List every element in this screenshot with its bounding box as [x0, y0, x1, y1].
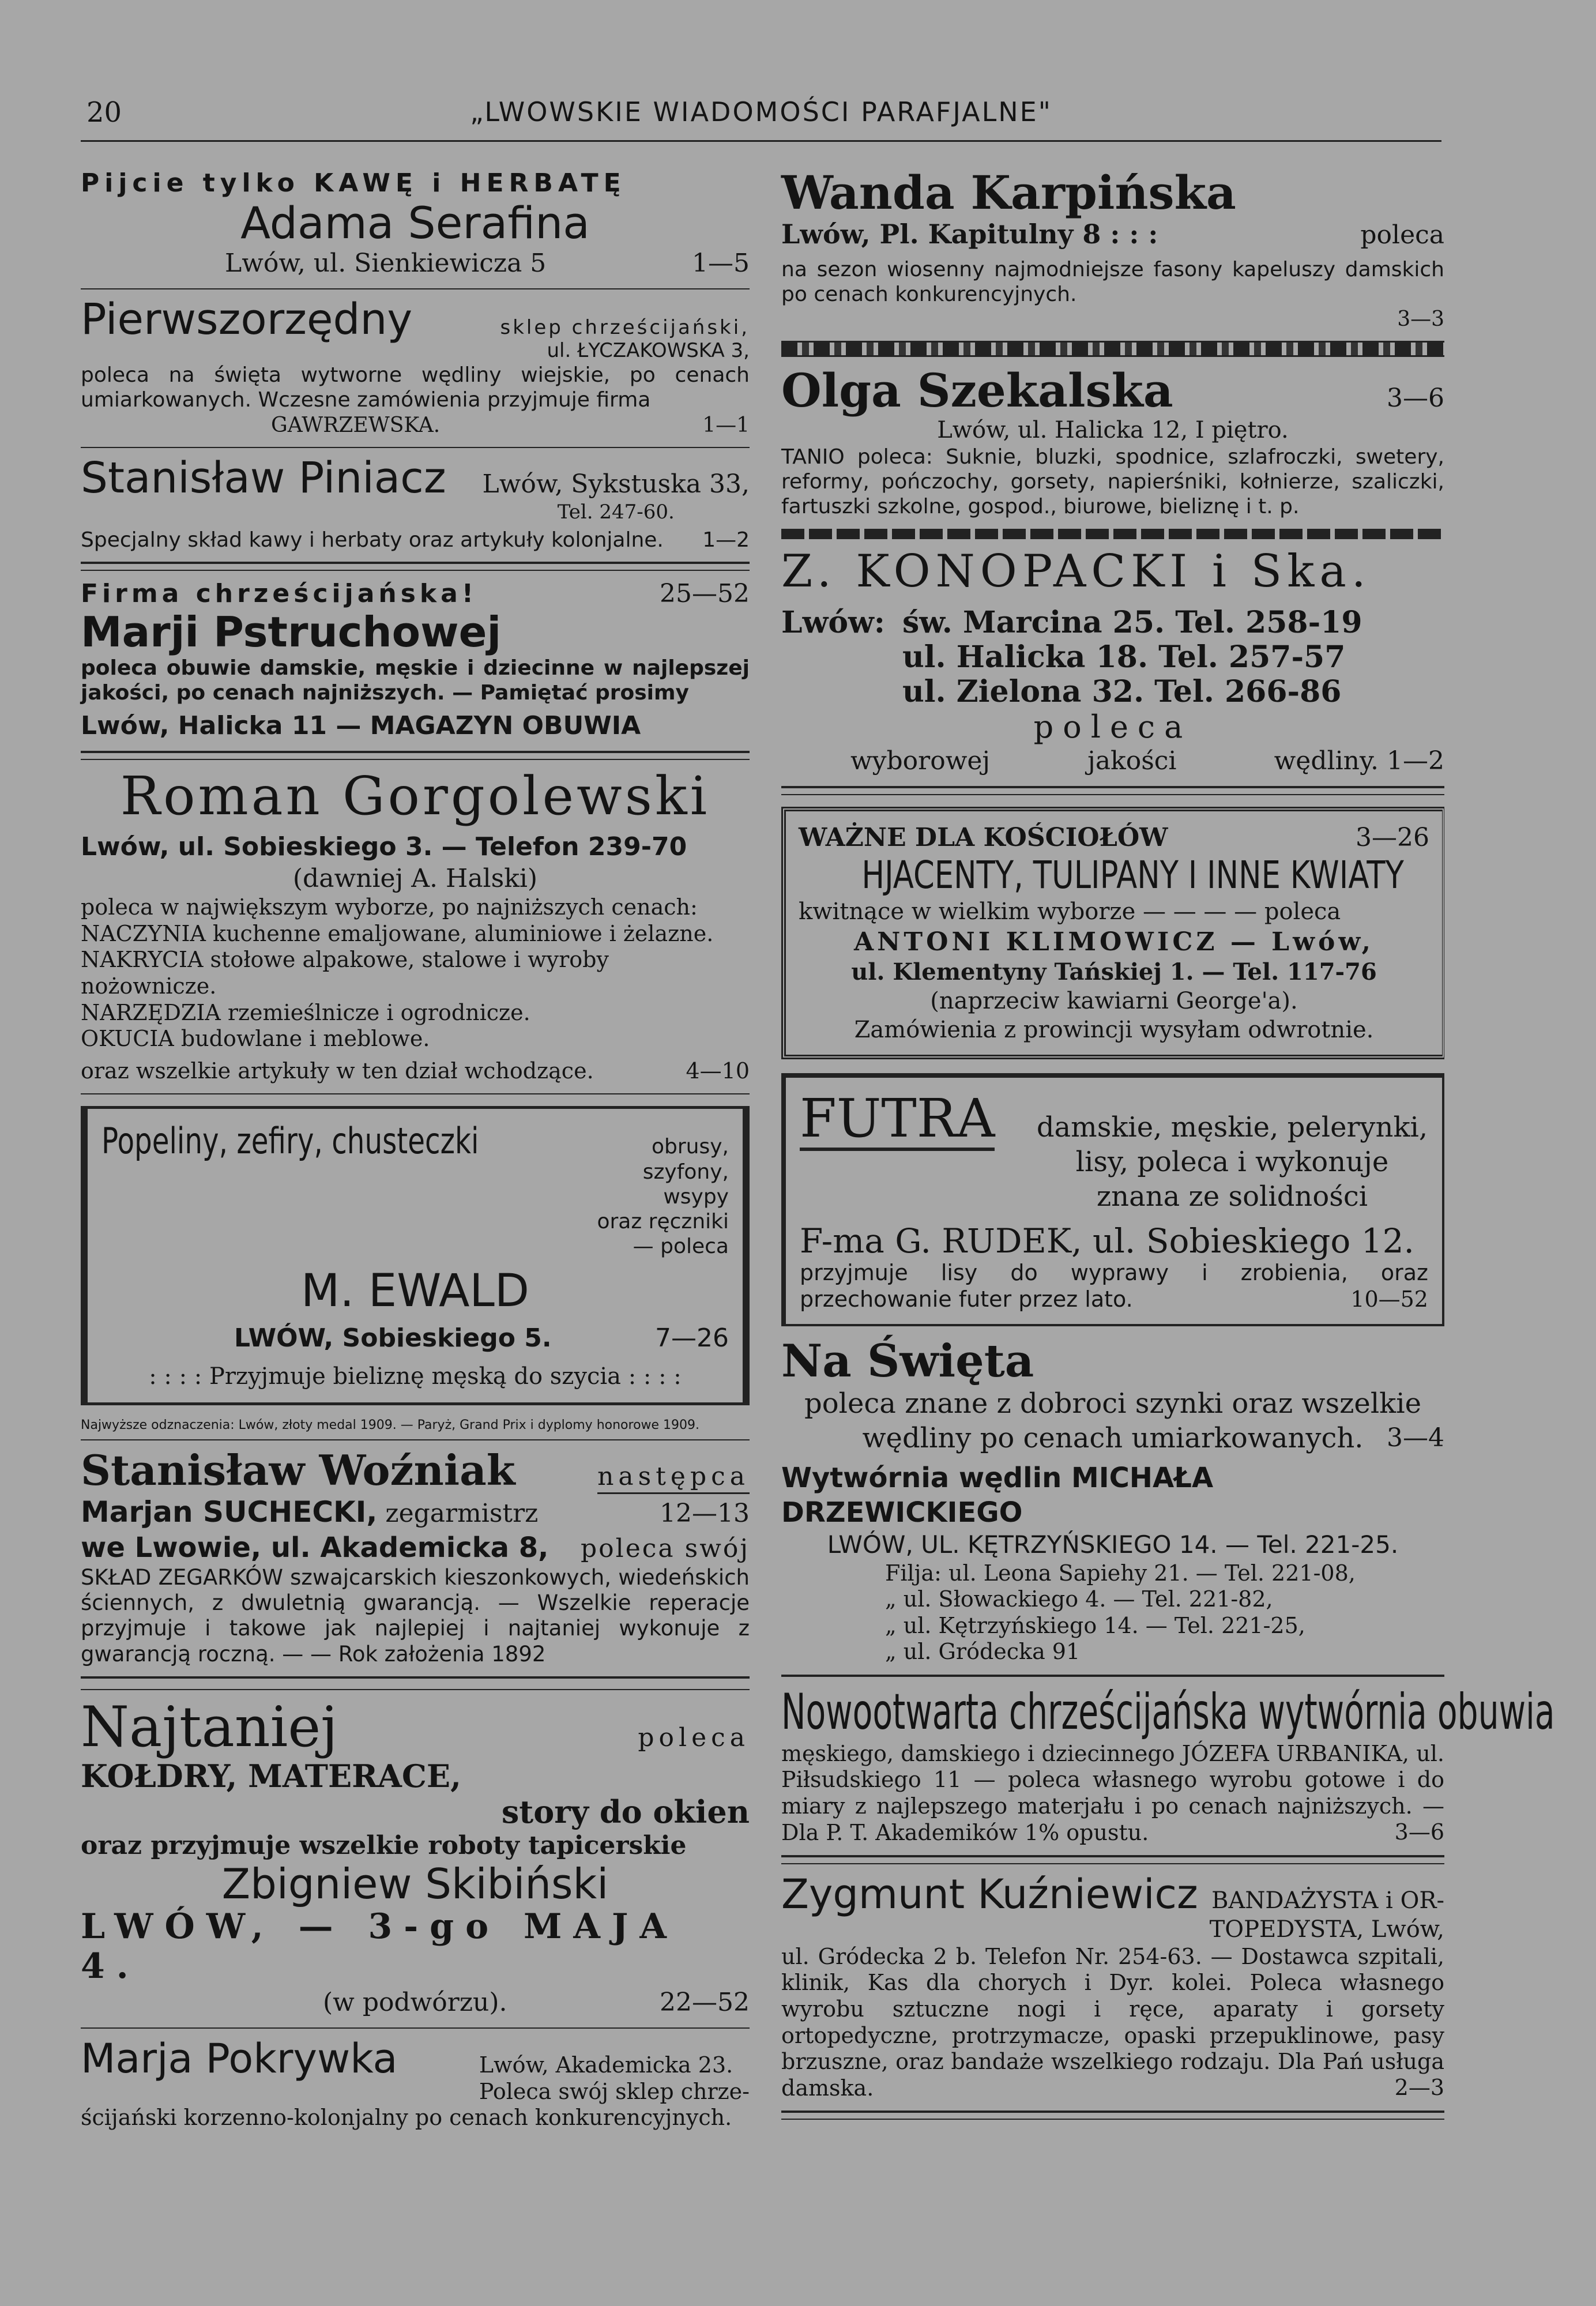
ad-address: LWÓW, — 3-go MAJA 4.: [81, 1906, 678, 1987]
ad-city: Lwów:: [781, 605, 885, 641]
ad-line: OKUCIA budowlane i meblowe.: [81, 1026, 430, 1052]
ad-text: TANIO poleca: Suknie, bluzki, spodnice, szlafroczki, swetery, reformy, pończochy, gorsety, napierśniki, kołnierze, szaliczki, fartuszki szkolne, gospod., biurowe, bieliznę i t. p.: [781, 445, 1444, 519]
ad-poleca: poleca: [638, 1723, 750, 1753]
separator: [81, 2027, 750, 2029]
separator: [81, 1093, 750, 1094]
ad-branch: „ ul. Kętrzyńskiego 14. — Tel. 221-25,: [885, 1612, 1305, 1638]
ad-line: oraz przyjmuje wszelkie roboty tapicerskie: [81, 1830, 687, 1860]
ad-name: Stanisław Woźniak: [81, 1446, 515, 1495]
ad-address: Lwów, ul. Halicka 12, I piętro.: [937, 417, 1289, 444]
ad-goods: Popeliny, zefiry, chusteczki: [101, 1120, 479, 1163]
ad-side-line: ul. ŁYCZAKOWSKA 3,: [547, 339, 750, 363]
ad-poleca: poleca: [1033, 708, 1192, 745]
ad-address: LWÓW, Sobieskiego 5.: [234, 1323, 552, 1353]
separator: [781, 2111, 1444, 2120]
ad-name: Adama Serafina: [240, 197, 590, 249]
ad-head: Najtaniej: [81, 1695, 338, 1760]
separator: [81, 751, 750, 760]
ad-drzewicki: [781, 1337, 1444, 1665]
ad-text: poleca obuwie damskie, męskie i dziecinne w najlepszej jakości, po cenach najniższych. — Pamiętać prosimy: [81, 656, 750, 705]
ad-side-line: sklep chrześcijański,: [500, 315, 750, 339]
separator: [81, 1676, 750, 1690]
ad-address: Lwów, ul. Sobieskiego 3. — Telefon 239-70: [81, 832, 687, 862]
ad-skibinski: [81, 1697, 750, 2018]
ad-address: Lwów, Pl. Kapitulny 8 : : :: [781, 219, 1158, 250]
ad-side-line: oraz ręczniki — poleca: [597, 1209, 729, 1259]
ad-line: story do okien: [501, 1793, 750, 1830]
ad-gorgolewski: [81, 767, 750, 1084]
ad-side-line: Tel. 247-60.: [557, 500, 675, 524]
ad-code: 2—3: [1394, 2075, 1444, 2101]
ad-kuzniewicz: [781, 1871, 1444, 2101]
ad-side-line: Poleca swój sklep chrze-: [479, 2078, 750, 2104]
ad-address: ul. Klementyny Tańskiej 1. — Tel. 117-76: [851, 958, 1377, 985]
right-column: [781, 165, 1555, 2127]
ad-klimowicz: [781, 807, 1444, 1059]
decorative-border: [781, 341, 1444, 357]
separator: [81, 562, 750, 571]
ad-code: 12—13: [660, 1499, 750, 1529]
ad-code: 1—2: [1386, 746, 1444, 776]
ad-name: Wanda Karpińska: [781, 165, 1236, 220]
ad-orders: Zamówienia z prowincji wysyłam odwrotnie.: [854, 1016, 1374, 1043]
ad-code: 3—3: [1397, 307, 1444, 331]
ad-karpinska: [781, 167, 1444, 332]
ad-name: Marja Pokrywka: [81, 2035, 398, 2083]
ad-name: Zbigniew Skibiński: [221, 1859, 609, 1908]
ad-city: we Lwowie, ul. Akademicka 8,: [81, 1531, 549, 1564]
ad-intro: poleca w największym wyborze, po najniższych cenach:: [81, 894, 698, 920]
ad-yard: (w podwórzu).: [323, 1988, 507, 2018]
ad-gawrzewska: [81, 296, 750, 438]
separator: [81, 1439, 750, 1440]
decorative-border: [781, 529, 1444, 539]
ad-text: na sezon wiosenny najmodniejsze fasony kapeluszy damskich po cenach konkurencyjnych.: [781, 257, 1444, 306]
ad-awards: Najwyższe odznaczenia: Lwów, złoty medal 1909. — Paryż, Grand Prix i dyplomy honorowe 1909.: [81, 1418, 700, 1433]
ad-code: 10—52: [1350, 1286, 1428, 1312]
ad-text: damskie, męskie, pelerynki, lisy, poleca i wykonuje znana ze solidności: [1036, 1111, 1428, 1213]
ad-head: Na Święta: [781, 1335, 1034, 1388]
ad-address-line: ul. Zielona 32. Tel. 266-86: [902, 674, 1342, 710]
ad-code: 3—26: [1356, 822, 1429, 852]
ad-ewald: [81, 1106, 750, 1405]
ad-name: Olga Szekalska: [781, 363, 1173, 418]
ad-text: poleca na święta wytworne wędliny wiejskie, po cenach umiarkowanych. Wczesne zamówienia przyjmuje firma: [81, 363, 750, 412]
ad-text: poleca znane z dobroci szynki oraz wszelkie wędliny po cenach umiarkowanych.: [804, 1387, 1422, 1455]
ad-firm: Firma chrześcijańska!: [81, 579, 477, 609]
ad-wozniak: [81, 1418, 750, 1667]
ad-code: 7—26: [655, 1323, 729, 1353]
ad-successor: następca: [597, 1461, 750, 1494]
ad-code: 22—52: [660, 1988, 750, 2018]
ad-code: 1—2: [702, 528, 750, 552]
ad-code: 1—5: [692, 248, 750, 278]
ad-rudek: [781, 1073, 1444, 1326]
ad-name: Z. KONOPACKI i Ska.: [781, 545, 1371, 597]
ad-name: Pierwszorzędny: [81, 294, 413, 344]
ad-szekalska: [781, 365, 1444, 520]
ad-former: (dawniej A. Halski): [292, 864, 538, 894]
ad-head: WAŻNE DLA KOŚCIOŁÓW: [799, 822, 1168, 852]
ad-line: NAKRYCIA stołowe alpakowe, stalowe i wyroby nożownicze.: [81, 947, 609, 999]
ad-poleca: poleca swój: [580, 1533, 750, 1563]
ad-side-line: Lwów, Sykstuska 33,: [482, 469, 750, 499]
ad-line: oraz wszelkie artykuły w ten dział wchodzące.: [81, 1058, 594, 1084]
page-number: 20: [86, 96, 122, 129]
ad-urbanik: [781, 1683, 1555, 1846]
ad-address: Lwów, Halicka 11 — MAGAZYN OBUWIA: [81, 711, 641, 740]
ad-pokrywka: [81, 2036, 750, 2131]
ad-name: Stanisław Piniacz: [81, 453, 446, 503]
ad-text: SKŁAD ZEGARKÓW szwajcarskich kieszonkowych, wiedeńskich ściennych, z dwuletnią gwarancją. — Wszelkie reperacje przyjmuje i takowe jak najlepiej i najtaniej wykonuje z gwarancją roczną. — — Rok założenia 1892: [81, 1564, 750, 1667]
ad-address-line: św. Marcina 25. Tel. 258-19: [902, 605, 1362, 641]
ad-poleca: poleca: [1360, 220, 1444, 250]
ad-head: FUTRA: [800, 1089, 995, 1151]
ad-address: Lwów, ul. Sienkiewicza 5: [225, 248, 547, 278]
ad-line: kwitnące w wielkim wyborze — — — — poleca: [799, 898, 1341, 925]
ad-firm: F-ma G. RUDEK, ul. Sobieskiego 12.: [800, 1221, 1414, 1261]
ad-near: (naprzeciw kawiarni George'a).: [930, 987, 1298, 1014]
ad-firm: GAWRZEWSKA.: [271, 413, 441, 437]
ad-name: Roman Gorgolewski: [120, 765, 710, 827]
ad-line: NARZĘDZIA rzemieślnicze i ogrodnicze.: [81, 999, 530, 1025]
ad-text: Specjalny skład kawy i herbaty oraz artykuły kolonjalne.: [81, 528, 664, 552]
ad-line: KOŁDRY, MATERACE,: [81, 1757, 461, 1795]
separator: [781, 1855, 1444, 1864]
ad-code: 1—1: [702, 413, 750, 437]
ad-branch: Filja: ul. Leona Sapiehy 21. — Tel. 221-08,: [885, 1560, 1356, 1586]
ad-address-line: ul. Halicka 18. Tel. 257-57: [902, 639, 1346, 675]
ad-tagline: Pijcie tylko KAWĘ i HERBATĘ: [81, 168, 626, 198]
ad-name: Marji Pstruchowej: [81, 608, 502, 657]
ad-side-line: obrusy, szyfony, wsypy: [642, 1135, 729, 1209]
ad-word: wyborowej: [850, 746, 991, 776]
ad-flowers: HJACENTY, TULIPANY I INNE KWIATY: [861, 852, 1404, 897]
ad-serafin: [81, 167, 750, 279]
ad-address: LWÓW, UL. KĘTRZYŃSKIEGO 14. — Tel. 221-25.: [827, 1530, 1399, 1559]
ad-code: 25—52: [660, 579, 750, 609]
ad-code: 3—4: [1387, 1423, 1444, 1453]
ad-name: ANTONI KLIMOWICZ — Lwów,: [854, 927, 1374, 957]
ad-name: M. EWALD: [301, 1265, 529, 1318]
ad-konopacki: [781, 547, 1444, 777]
ad-text: ścijański korzenno-kolonjalny po cenach konkurencyjnych.: [81, 2105, 732, 2131]
ad-head: Nowootwarta chrześcijańska wytwórnia obuwia: [781, 1683, 1555, 1741]
separator: [81, 288, 750, 289]
separator: [781, 1675, 1444, 1677]
ad-side-line: TOPEDYSTA, Lwów,: [1209, 1916, 1444, 1943]
ad-pstruchowa: [81, 578, 750, 742]
ad-note: : : : : Przyjmuje bieliznę męską do szycia : : : :: [149, 1363, 682, 1390]
ad-name-2: Marjan SUCHECKI,: [81, 1495, 378, 1529]
separator: [81, 447, 750, 448]
ad-text: męskiego, damskiego i dziecinnego JÓZEFA URBANIKA, ul. Piłsudskiego 11 — poleca własnego wyrobu gotowe i do miary z najlepszego materjału i po cenach najniższych. — Dla P. T. Akademików 1% opustu.: [781, 1740, 1444, 1845]
left-column: [81, 167, 750, 2141]
ad-code: 3—6: [1387, 383, 1444, 413]
ad-side-line: Lwów, Akademicka 23.: [479, 2052, 733, 2078]
ad-firm: Wytwórnia wędlin MICHAŁA DRZEWICKIEGO: [781, 1462, 1214, 1529]
ad-code: 3—6: [1394, 1819, 1444, 1845]
ad-name: Zygmunt Kuźniewicz: [781, 1870, 1198, 1918]
publication-title: „LWOWSKIE WIADOMOŚCI PARAFJALNE": [470, 96, 1052, 127]
ad-text: ul. Gródecka 2 b. Telefon Nr. 254-63. — Dostawca szpitali, klinik, Kas dla chorych i Dyr. kolei. Poleca własnego wyrobu sztuczne nogi i ręce, aparaty i gorsety ortopedyczne, protrzymacze, opaski przepuklinowe, pasy brzuszne, oraz bandaże wszelkiego rodzaju. Dla Pań usługa damska.: [781, 1943, 1444, 2101]
ad-note: przyjmuje lisy do wyprawy i zrobienia, oraz przechowanie futer przez lato.: [800, 1260, 1428, 1312]
ad-branch: „ ul. Gródecka 91: [885, 1639, 1081, 1665]
page-header: [81, 89, 1441, 142]
ad-piniacz: [81, 455, 750, 553]
ad-line: NACZYNIA kuchenne emaljowane, aluminiowe i żelazne.: [81, 920, 714, 946]
ad-word: wędliny.: [1274, 746, 1379, 776]
separator: [781, 786, 1444, 795]
ad-word: jakości: [1087, 746, 1177, 776]
ad-code: 4—10: [686, 1058, 750, 1084]
ad-side-line: BANDAŻYSTA i OR-: [1211, 1887, 1444, 1914]
ad-branch: „ ul. Słowackiego 4. — Tel. 221-82,: [885, 1586, 1273, 1612]
ad-trade: zegarmistrz: [385, 1499, 539, 1529]
